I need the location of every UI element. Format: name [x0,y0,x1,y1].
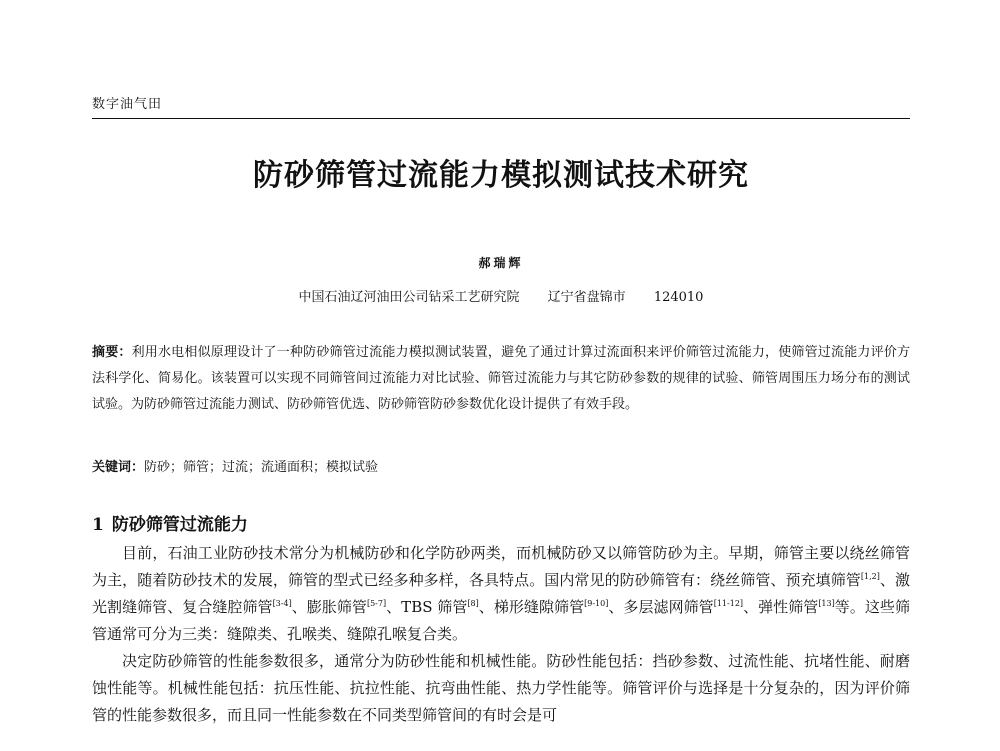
author-name: 郝瑞辉 [478,256,524,270]
citation: [5-7] [366,599,387,608]
text-run: 、TBS 筛管 [386,598,468,616]
paper-title: 防砂筛管过流能力模拟测试技术研究 [253,158,749,193]
text-run: 、膨胀筛管 [291,598,367,616]
affiliation-location: 辽宁省盘锦市 [547,290,626,305]
citation: [8] [467,599,479,608]
text-run: 、梯形缝隙筛管 [478,598,585,616]
affiliation-org: 中国石油辽河油田公司钻采工艺研究院 [298,290,520,305]
section-heading [92,510,248,535]
affiliation [92,286,910,305]
abstract [92,340,910,418]
citation: [13] [818,599,835,608]
citation: [9-10] [584,599,609,608]
text-run: 、多层滤网筛管 [608,598,714,616]
section-title: 防砂筛管过流能力 [111,515,248,535]
section-number: 1 [92,515,104,535]
keywords-label: 关键词： [92,460,145,475]
keywords-text: 防砂；筛管；过流；流通面积；模拟试验 [144,460,379,475]
text-run: 、激光割缝筛管、复合缝腔筛管 [92,571,910,616]
citation: [1,2] [860,572,880,581]
abstract-text: 利用水电相似原理设计了一种防砂筛管过流能力模拟测试装置，避免了通过计算过流面积来评价筛管过流能力，使筛管过流能力评价方法科学化、简易化。该装置可以实现不同筛管间过流能力对比试验、筛管过流能力与其它防砂参数的规律的试验、筛管周围压力场分布的测试试验。为防砂筛管过流能力测试、防砂筛管优选、防砂筛管防砂参数优化设计提供了有效手段。 [92,345,910,412]
keywords [92,456,910,475]
journal-name: 数字油气田 [92,97,163,112]
text-run: 等。这些筛管通常可分为三类：缝隙类、孔喉类、缝隙孔喉复合类。 [92,598,910,643]
abstract-label: 摘要： [92,345,132,360]
citation: [3-4] [272,599,292,608]
text-run: 目前，石油工业防砂技术常分为机械防砂和化学防砂两类，而机械防砂又以筛管防砂为主。早期，筛管主要以绕丝筛管为主，随着防砂技术的发展，筛管的型式已经多种多样，各具特点。国内常见的防砂筛管有：绕丝筛管、预充填筛管 [92,544,910,589]
affiliation-postcode: 124010 [653,290,704,305]
header-rule [92,118,910,119]
body-text [92,540,910,729]
paragraph: 决定防砂筛管的性能参数很多，通常分为防砂性能和机械性能。防砂性能包括：挡砂参数、过流性能、抗堵性能、耐磨蚀性能等。机械性能包括：抗压性能、抗拉性能、抗弯曲性能、热力学性能等。筛管评价与选择是十分复杂的，因为评价筛管的性能参数很多，而且同一性能参数在不同类型筛管间的有时会是可 [92,652,910,724]
text-run: 、弹性筛管 [743,598,819,616]
paragraph [92,540,910,648]
citation: [11-12] [713,599,744,608]
